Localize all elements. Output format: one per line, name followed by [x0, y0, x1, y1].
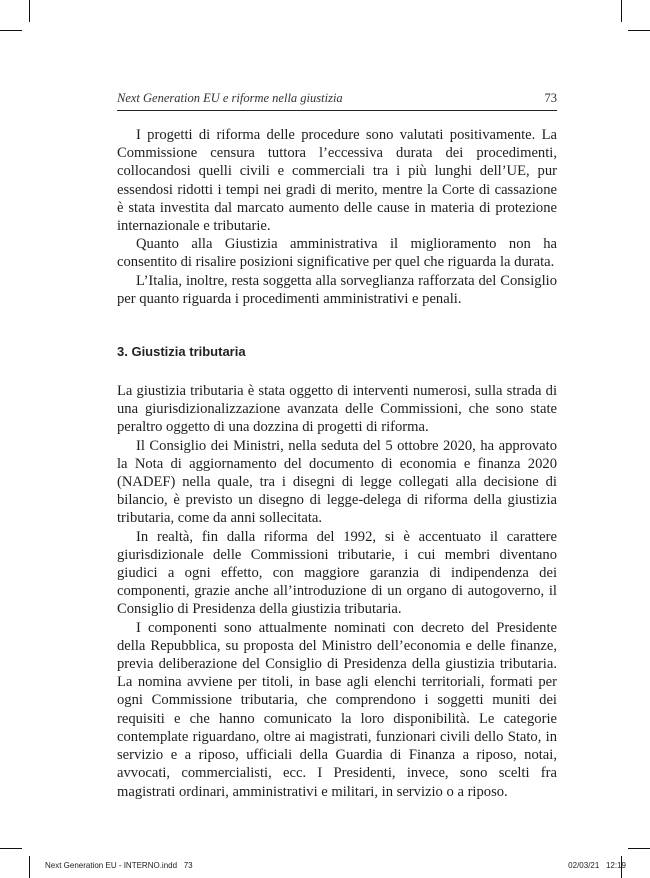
paragraph: L’Italia, inoltre, resta soggetta alla sorveglianza rafforzata del Consiglio per quanto riguarda i procedimenti amministrativi e penali.: [117, 272, 557, 307]
section-heading: 3. Giustizia tributaria: [117, 344, 246, 360]
crop-mark-bottom-left-v: [29, 856, 30, 878]
body-text: [117, 126, 557, 801]
running-header: [117, 90, 557, 111]
crop-mark-top-left-h: [0, 30, 22, 31]
crop-mark-bottom-left-h: [0, 848, 22, 849]
paragraph: In realtà, fin dalla riforma del 1992, si è accentuato il carattere giurisdizionale delle Commissioni tributarie, i cui membri diventano giudici a ogni effetto, con maggiore garanzia di indipendenza dei componenti, grazie anche all’introduzione di un organo di autogoverno, il Consiglio di Presidenza della giustizia tributaria.: [117, 528, 557, 618]
paragraph: La giustizia tributaria è stata oggetto di interventi numerosi, sulla strada di una giurisdizionalizzazione avanzata delle Commissioni, che sono state peraltro oggetto di una dozzina di progetti di riforma.: [117, 383, 557, 436]
paragraph: Quanto alla Giustizia amministrativa il miglioramento non ha consentito di risalire posizioni significative per quel che riguarda la durata.: [117, 236, 557, 271]
running-title: Next Generation EU e riforme nella giustizia: [117, 91, 343, 105]
page-number: 73: [544, 91, 557, 105]
footer-file-name: Next Generation EU - INTERNO.indd 73: [45, 861, 193, 870]
crop-mark-top-right-v: [621, 0, 622, 22]
paragraph: I componenti sono attualmente nominati con decreto del Presidente della Repubblica, su proposta del Ministro dell’economia e delle finanze, previa deliberazione del Consiglio di Presidenza della giustizia tributaria. La nomina avviene per titoli, in base agli elenchi territoriali, formati per ogni Commissione tributaria, che comprendono i soggetti muniti dei requisiti e che hanno comunicato la loro disponibilità. Le categorie contemplate riguardano, oltre ai magistrati, funzionari civili dello Stato, in servizio e a riposo, ufficiali della Guardia di Finanza a riposo, notai, avvocati, commercialisti, ecc. I Presidenti, invece, sono scelti fra magistrati ordinari, amministrativi e militari, in servizio o a riposo.: [117, 619, 557, 800]
crop-mark-bottom-right-h: [628, 848, 650, 849]
paragraph: Il Consiglio dei Ministri, nella seduta del 5 ottobre 2020, ha approvato la Nota di aggiornamento del documento di economia e finanza 2020 (NADEF) nella quale, tra i disegni di legge collegati alla decisione di bilancio, è previsto un disegno di legge-delega di riforma della giustizia tributaria, come da anni sollecitata.: [117, 437, 557, 527]
paragraph: I progetti di riforma delle procedure sono valutati positivamente. La Commissione censura tuttora l’eccessiva durata dei procedimenti, collocandosi quelli civili e commerciali tra i più lunghi dell’UE, pur essendosi ridotti i tempi nei gradi di merito, mentre la Corte di cassazione è stata investita dal marcato aumento delle cause in materia di protezione internazionale e tributarie.: [117, 127, 557, 235]
footer-timestamp: 02/03/21 12:19: [568, 861, 626, 870]
crop-mark-top-left-v: [29, 0, 30, 22]
crop-mark-top-right-h: [628, 30, 650, 31]
